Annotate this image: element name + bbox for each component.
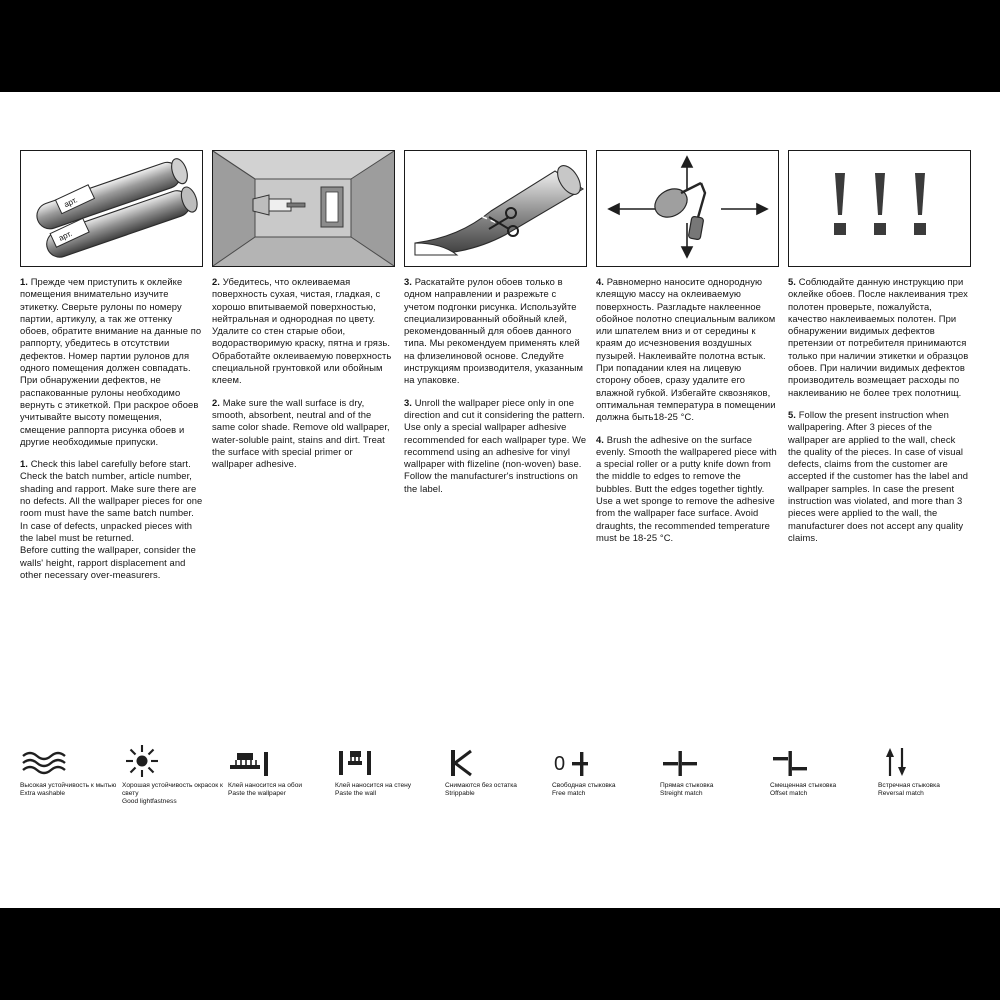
symbol-caption — [770, 782, 874, 798]
step-5-illustration — [788, 150, 971, 267]
symbol-reversal-match — [878, 738, 980, 807]
step-1-text — [20, 276, 203, 581]
step-column-1 — [20, 150, 203, 581]
extra-washable-icon — [20, 738, 118, 778]
reversal-match-icon — [878, 738, 976, 778]
step-4-body-ru: Равномерно наносите однородную клеящую массу на оклеиваемую поверхность. Разгладьте наклеенное обойное полотно специальным валиком или шпателем вниз и от середины к краям до исчезновения воздушных пузырей. Наклеивайте полотна встык. При попадании клея на лицевую сторону обоев, сразу удалите его влажной губкой. Избегайте сквозняков, оптимальная температура в помещении должна быть18-25 °C. — [596, 276, 776, 423]
symbol-free-match — [552, 738, 660, 807]
good-lightfastness-sun-icon — [122, 738, 224, 778]
symbol-caption-ru: Высокая устойчивость к мытью — [20, 782, 117, 789]
symbol-caption-ru: Смещенная стыковка — [770, 782, 837, 789]
symbol-straight-match — [660, 738, 770, 807]
step-2-body-ru: Убедитесь, что оклеиваемая поверхность сухая, чистая, гладкая, с хорошо впитываемой поверхностью, нейтральная и однородная по цвету. Удалите со стен старые обои, водорастворимую краску, пятна и грязь. Обработайте оклеиваемую поверхность специальной грунтовкой или обойным клеем. — [212, 276, 392, 386]
straight-match-icon — [660, 738, 766, 778]
step-4-paragraph-en — [596, 434, 779, 545]
symbol-offset-match — [770, 738, 878, 807]
step-1-illustration — [20, 150, 203, 267]
step-3-text — [404, 276, 587, 495]
symbol-caption-ru: Встречная стыковка — [878, 782, 940, 789]
symbol-caption — [20, 782, 118, 798]
symbol-caption-en: Streight match — [660, 790, 703, 798]
step-2-paragraph-ru — [212, 276, 395, 387]
symbol-caption-en: Extra washable — [20, 790, 66, 798]
step-column-2 — [212, 150, 395, 470]
symbol-paste-the-wallpaper — [228, 738, 335, 807]
step-2-text — [212, 276, 395, 470]
roll-label-text-2: арт. — [57, 228, 74, 243]
step-1-paragraph-en — [20, 458, 203, 581]
free-match-icon — [552, 738, 656, 778]
exclamation-mark-3 — [914, 173, 926, 235]
step-column-3 — [404, 150, 587, 495]
symbol-paste-the-wall — [335, 738, 445, 807]
step-2-paragraph-en — [212, 397, 395, 471]
step-5-body-en: Follow the present instruction when wallpapering. After 3 pieces of the wallpaper are applied to the wall, check the quality of the pieces. In case of visual defects, claims from the customer are accepted if the customer has the label and wallpaper samples. In case the present instruction was violated, and more than 3 pieces were applied to the wall, the manufacturer does not accept any quality claims. — [788, 408, 969, 543]
step-4-body-en: Brush the adhesive on the surface evenly. Smooth the wallpapered piece with a special roller or a putty knife down from the middle to edges to remove the bubbles. Butt the edges together tightly. Use a wet sponge to remove the adhesive from the wallpaper face surface. Avoid draughts, the recommended temperature must be 18-25 °C. — [596, 433, 777, 543]
step-5-paragraph-ru — [788, 276, 971, 399]
step-column-5 — [788, 150, 971, 544]
arrow-right-icon — [721, 204, 767, 214]
symbols-legend-row — [20, 738, 980, 807]
step-3-paragraph-en — [404, 397, 587, 495]
step-3-body-en: Unroll the wallpaper piece only in one direction and cut it considering the pattern. Use only a special wallpaper adhesive recommended for each wallpaper type. We recommend using an adhesive for vinyl wallpaper with flizeline (non-woven) base. Follow the manufacturer's instructions on the label. — [404, 396, 587, 494]
step-5-paragraph-en — [788, 409, 971, 544]
step-4-illustration — [596, 150, 779, 267]
symbol-caption-en: Offset match — [770, 790, 808, 798]
symbol-caption — [335, 782, 441, 798]
symbol-caption — [122, 782, 224, 807]
symbol-caption-en: Strippable — [445, 790, 475, 798]
step-4-number-ru: 4. — [596, 276, 605, 287]
instruction-page — [0, 92, 1000, 908]
step-3-illustration — [404, 150, 587, 267]
symbol-caption — [445, 782, 548, 798]
step-1-number-en: 1. — [20, 458, 29, 470]
svg-text:0: 0 — [554, 753, 566, 775]
symbol-extra-washable — [20, 738, 122, 807]
arrow-left-icon — [609, 204, 655, 214]
symbol-good-lightfastness — [122, 738, 228, 807]
symbol-caption — [660, 782, 766, 798]
symbol-caption-en: Free match — [552, 790, 586, 798]
step-4-text — [596, 276, 779, 544]
step-column-4 — [596, 150, 779, 544]
step-1-body-ru: Прежде чем приступить к оклейке помещения внимательно изучите этикетку. Сверьте рулоны по номеру партии, артикулу, а так же оттенку обоев, обратите внимание на данные по раппорту, убедитесь в отсутствии дефектов. Номер партии рулонов для одного помещения должен совпадать. При обнаружении дефектов, не распакованные рулоны необходимо вернуть с этикеткой. При раскрое обоев учитывайте высоту помещения, смещение раппорта рисунка обоев и другие необходимые припуски. — [20, 276, 202, 447]
symbol-caption-en: Reversal match — [878, 790, 924, 798]
step-5-number-ru: 5. — [788, 276, 797, 287]
step-5-number-en: 5. — [788, 408, 797, 420]
step-2-body-en: Make sure the wall surface is dry, smooth, absorbent, neutral and of the same color shade. Remove old wallpaper, water-soluble paint, stains and dirt. Treat the surface with special primer or wallpaper adhesive. — [212, 396, 390, 470]
symbol-caption — [878, 782, 976, 798]
strippable-icon — [445, 738, 548, 778]
exclamation-mark-2 — [874, 173, 886, 235]
step-3-number-en: 3. — [404, 396, 413, 408]
step-3-number-ru: 3. — [404, 276, 413, 287]
arrow-up-icon — [682, 157, 692, 191]
exclamation-mark-1 — [834, 173, 846, 235]
symbol-caption-ru: Клей наносится на стену — [335, 782, 412, 789]
step-1-body-en: Check this label carefully before start. Check the batch number, article number, shading and rapport. Make sure there are no defects. All the wallpaper pieces for one room must have the same batch number. In case of defects, unpacked pieces with the label must be returned. Before cutting the wallpaper, consider the walls' height, rapport displacement and other necessary over-measurers. — [20, 458, 203, 580]
symbol-caption-ru: Свободная стыковка — [552, 782, 616, 789]
step-5-text — [788, 276, 971, 544]
symbol-caption-ru: Хорошая устойчивость окрасок к свету — [122, 782, 223, 798]
step-1-paragraph-ru — [20, 276, 203, 448]
paste-the-wallpaper-icon — [228, 738, 331, 778]
symbol-caption-en: Paste the wall — [335, 790, 377, 798]
step-3-body-ru: Раскатайте рулон обоев только в одном направлении и разрежьте с учетом подгонки рисунка. Используйте специализированный обойный клей, рекомендованный для обоев данного типа. Мы рекомендуем применять клей на флизелиновой основе. Следуйте инструкциям производителя, указанным на упаковке. — [404, 276, 584, 386]
symbol-strippable — [445, 738, 552, 807]
symbol-caption-en: Good lightfastness — [122, 798, 177, 806]
paint-roller-icon — [650, 183, 705, 240]
step-1-number-ru: 1. — [20, 276, 29, 287]
step-5-body-ru: Соблюдайте данную инструкцию при оклейке обоев. После наклеивания трех полотен проверьте, пожалуйста, качество наклеиваемых полотен. При обнаружении видимых дефектов претензии от потребителя принимаются только при наличии этикетки и образцов обоев. При наличии видимых дефектов производитель возмещает расходы по наклеиванию не более трех полотнищ. — [788, 276, 969, 398]
step-2-number-ru: 2. — [212, 276, 221, 287]
symbol-caption-ru: Прямая стыковка — [660, 782, 714, 789]
step-3-paragraph-ru — [404, 276, 587, 387]
symbol-caption-ru: Клей наносится на обои — [228, 782, 303, 789]
step-2-number-en: 2. — [212, 396, 221, 408]
steps-row — [20, 150, 980, 581]
step-2-illustration — [212, 150, 395, 267]
paste-the-wall-icon — [335, 738, 441, 778]
symbol-caption — [552, 782, 656, 798]
symbol-caption-ru: Снимаются без остатка — [445, 782, 517, 789]
step-4-number-en: 4. — [596, 433, 605, 445]
offset-match-icon — [770, 738, 874, 778]
step-4-paragraph-ru — [596, 276, 779, 424]
roll-label-text-1: арт. — [62, 195, 79, 210]
symbol-caption-en: Paste the wallpaper — [228, 790, 286, 798]
symbol-caption — [228, 782, 331, 798]
